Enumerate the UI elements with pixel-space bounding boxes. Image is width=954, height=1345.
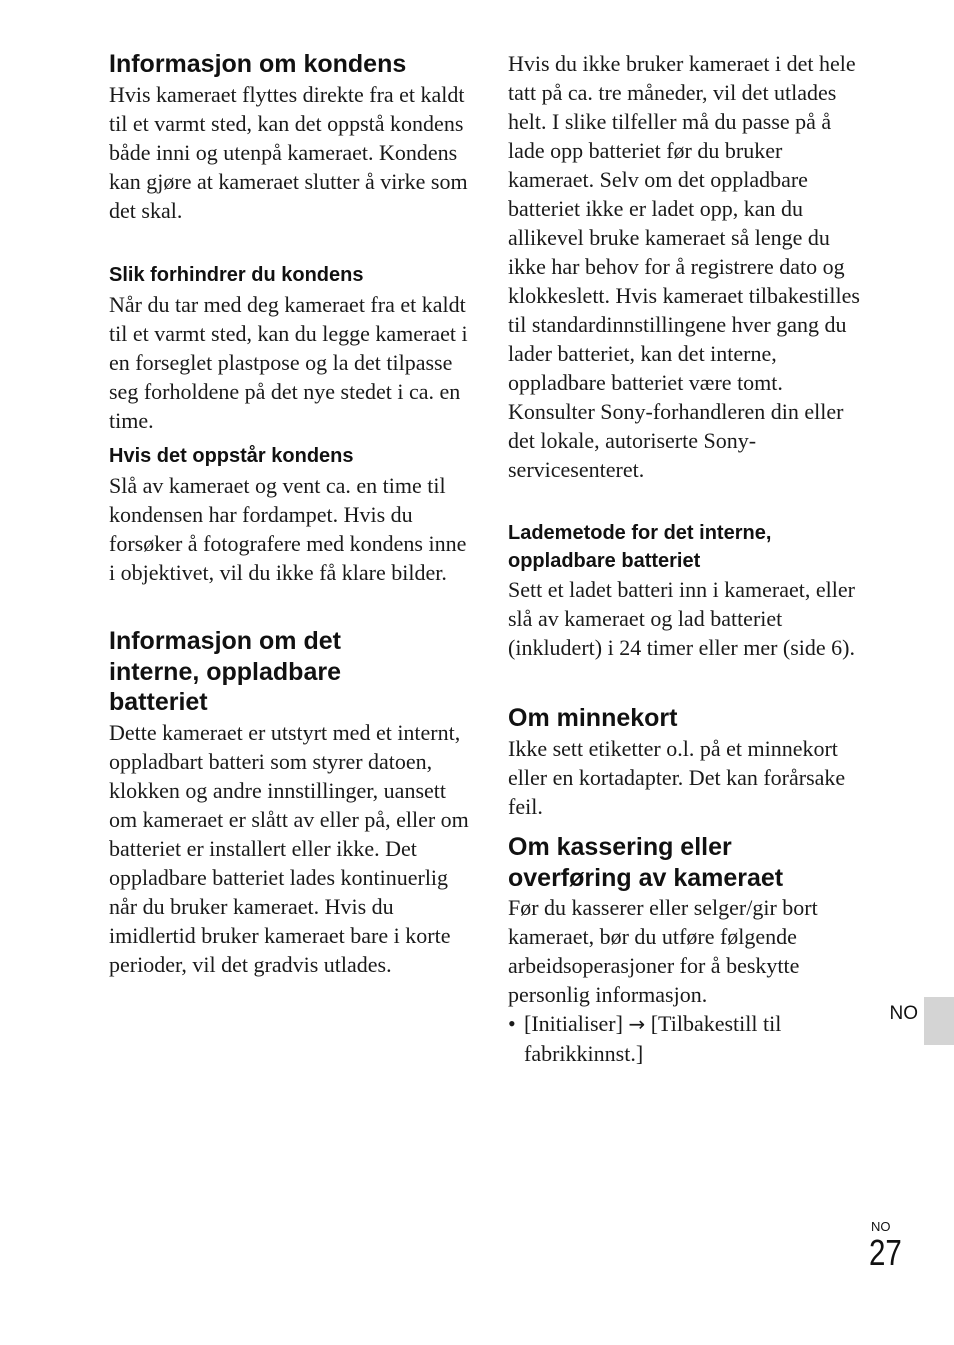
heading-batteri: Informasjon om det interne, oppladbare batteriet	[109, 627, 341, 716]
heading-kondens: Informasjon om kondens	[109, 50, 407, 78]
page-number: 27	[869, 1232, 902, 1273]
side-tab-marker	[924, 997, 954, 1045]
heading-lademetode: Lademetode for det interne, oppladbare batteriet	[508, 522, 772, 572]
menu-path-initialiser: [Initialiser]	[524, 1011, 629, 1036]
section-batteri-continued	[508, 49, 868, 484]
section-forhindre	[109, 262, 469, 435]
paragraph-minnekort: Ikke sett etiketter o.l. på et minnekort eller en kortadapter. Det kan forårsake feil.	[508, 735, 846, 819]
paragraph-lademetode: Sett et ladet batteri inn i kameraet, eller slå av kameraet og lad batteriet (inkludert) i 24 timer eller mer (side 6).	[508, 577, 855, 660]
paragraph-batteri-continued: Hvis du ikke bruker kameraet i det hele tatt på ca. tre måneder, vil det utlades helt. I slike tilfeller må du passe på å lade opp batteriet før du bruker kameraet. Selv om det oppladbare batteriet ikke er ladet opp, kan du allikevel bruke kameraet så lenge du ikke har behov for å registrere dato og klokkeslett. Hvis kameraet tilbakestilles til standardinnstillingene hver gang du lader batteriet, kan det interne, oppladbare batteriet være tomt. Konsulter Sony-forhandleren din eller det lokale, autoriserte Sony-servicesenteret.	[508, 51, 860, 482]
bullet-text	[524, 1009, 868, 1068]
menu-path-reset: [Tilbakestill til fabrikkinnst.]	[524, 1011, 782, 1066]
section-kondens	[109, 49, 469, 225]
paragraph-kassering: Før du kasserer eller selger/gir bort kameraet, bør du utføre følgende arbeidsoperasjoner for å beskytte personlig informasjon.	[508, 895, 818, 1007]
section-batteri	[109, 626, 469, 979]
paragraph-batteri: Dette kameraet er utstyrt med et internt, oppladbart batteri som styrer datoen, klokken og andre innstillinger, uansett om kameraet er slått av eller på, eller om batteriet er installert eller ikke. Det oppladbare batteriet lades kontinuerlig når du bruker kameraet. Hvis du imidlertid bruker kameraet bare i korte perioder, vil det gradvis utlades.	[109, 719, 469, 977]
section-minnekort	[508, 703, 868, 821]
side-tab-label: NO	[889, 1003, 918, 1024]
list-item	[508, 1009, 868, 1068]
heading-forhindre: Slik forhindrer du kondens	[109, 264, 364, 286]
section-kassering	[508, 832, 868, 1068]
section-oppstaar	[109, 443, 469, 587]
heading-kassering: Om kassering eller overføring av kameraet	[508, 833, 784, 892]
paragraph-kondens: Hvis kameraet flyttes direkte fra et kaldt til et varmt sted, kan det oppstå kondens både inni og utenpå kameraet. Kondens kan gjøre at kameraet slutter å virke som det skal.	[109, 81, 468, 223]
page-language-code: NO	[871, 1219, 891, 1234]
arrow-right-icon: →	[628, 1012, 646, 1036]
section-lademetode	[508, 520, 868, 662]
bullet-dot: •	[508, 1011, 516, 1036]
heading-minnekort: Om minnekort	[508, 704, 678, 732]
heading-oppstaar: Hvis det oppstår kondens	[109, 445, 354, 467]
paragraph-forhindre: Når du tar med deg kameraet fra et kaldt til et varmt sted, kan du legge kameraet i en forseglet plastpose og la det tilpasse seg forholdene på det nye stedet i ca. en time.	[109, 291, 468, 433]
paragraph-oppstaar: Slå av kameraet og vent ca. en time til kondensen har fordampet. Hvis du forsøker å fotografere med kondens inne i objektivet, vil du ikke få klare bilder.	[109, 472, 467, 585]
